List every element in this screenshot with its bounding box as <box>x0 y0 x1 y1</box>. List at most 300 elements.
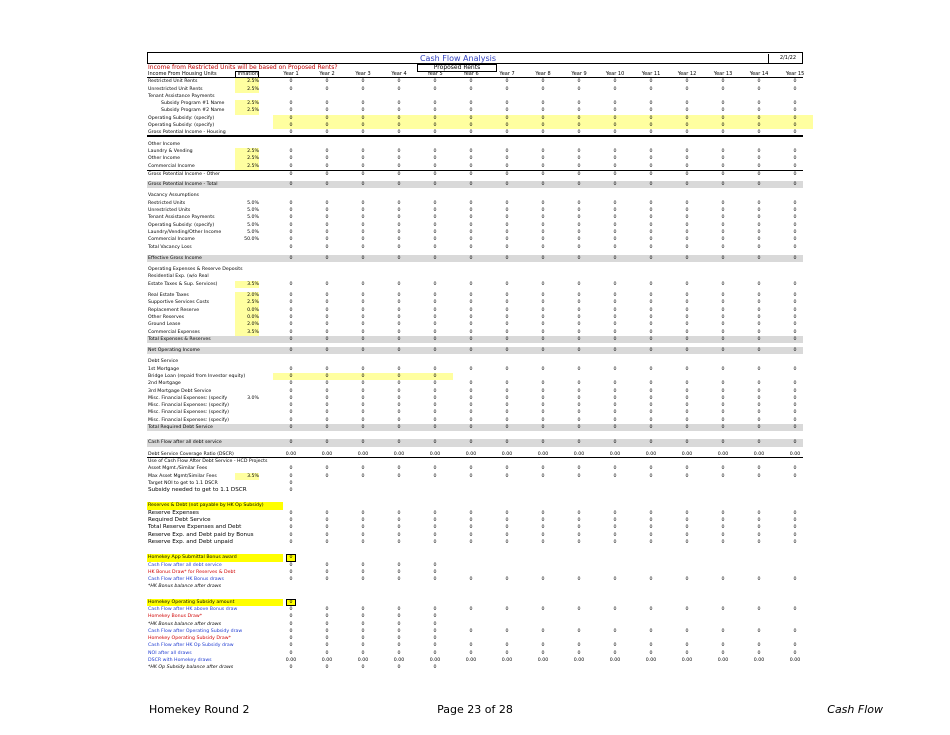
value-cell: 0 <box>361 255 365 261</box>
value-cell: 0 <box>289 215 293 221</box>
year-header: Year 8 <box>535 71 551 77</box>
value-cell: 0 <box>649 163 653 169</box>
table-row <box>147 606 803 613</box>
value-cell: 0 <box>793 395 797 401</box>
value-cell: 0.00 <box>537 658 549 664</box>
value-cell: 0 <box>685 532 689 538</box>
value-cell: 0 <box>613 388 617 394</box>
value-cell: 0 <box>433 182 437 188</box>
value-cell: 0 <box>613 607 617 612</box>
value-cell: 0 <box>417 122 453 129</box>
value-cell: 0 <box>505 314 509 320</box>
value-cell: 0 <box>469 539 473 545</box>
value-cell: 0 <box>289 314 293 320</box>
value-cell: 0 <box>361 182 365 188</box>
row-label: Laundry & Vending <box>148 148 193 154</box>
value-cell: 0 <box>685 314 689 320</box>
inflation-rate: 2.5% <box>235 163 259 170</box>
value-cell: 0 <box>361 86 365 92</box>
value-cell: 0 <box>325 200 329 206</box>
value-cell: 0 <box>505 628 509 634</box>
value-cell: 0 <box>649 539 653 545</box>
value-cell: 0 <box>469 300 473 306</box>
value-cell: 0 <box>361 130 365 136</box>
table-row <box>147 554 803 561</box>
value-cell: 0 <box>289 614 293 620</box>
value-cell: 0 <box>397 86 401 92</box>
value-cell: 0 <box>633 115 669 122</box>
table-row <box>147 307 803 314</box>
value-cell: 0 <box>649 156 653 162</box>
value-cell: 0 <box>613 336 617 342</box>
value-cell: 0 <box>361 381 365 387</box>
value-cell: 0 <box>793 628 797 634</box>
value-cell: 0 <box>793 222 797 228</box>
inflation-rate: 5.0% <box>247 200 259 206</box>
value-cell: 0.00 <box>501 658 513 664</box>
value-cell: 0 <box>361 293 365 299</box>
row-label: Commercial Expenses <box>148 329 200 335</box>
value-cell: 0 <box>577 473 581 479</box>
value-cell: 0 <box>433 466 437 472</box>
row-label: Subsidy Program #2 Name <box>161 108 225 114</box>
row-label: Total Vacancy Loss <box>148 244 192 250</box>
value-cell: 0 <box>433 510 437 516</box>
value-cell: 0 <box>757 208 761 214</box>
value-cell: 0 <box>721 417 725 423</box>
value-cell: 0 <box>361 525 365 531</box>
value-cell: 0 <box>505 171 509 177</box>
value-cell: 0.00 <box>357 451 369 457</box>
value-cell: 0 <box>505 300 509 306</box>
value-cell: 0 <box>505 208 509 214</box>
value-cell: 0 <box>613 381 617 387</box>
value-cell: 0.00 <box>789 451 801 457</box>
table-row <box>147 380 803 387</box>
row-label: Cash Flow after HK above Bonus draw <box>148 607 238 612</box>
inflation-rate: 2.5% <box>235 155 259 162</box>
value-cell: 0 <box>273 122 309 129</box>
value-cell: 0 <box>741 115 777 122</box>
table-row <box>147 141 803 148</box>
proposed-rents-select[interactable]: Proposed Rents <box>417 64 497 72</box>
value-cell: 0 <box>613 410 617 416</box>
value-cell: 0 <box>541 650 545 656</box>
value-cell: 0 <box>757 322 761 328</box>
value-cell: 0 <box>453 122 489 129</box>
value-cell: 0 <box>541 525 545 531</box>
value-cell: 0 <box>793 381 797 387</box>
value-cell: 0 <box>397 222 401 228</box>
value-cell: 0 <box>433 101 437 107</box>
value-cell: 0 <box>361 148 365 154</box>
value-cell: 0 <box>613 171 617 177</box>
value-cell: 0 <box>289 366 293 372</box>
table-row <box>147 155 803 162</box>
value-cell: 0 <box>433 562 437 568</box>
value-cell: 0 <box>793 322 797 328</box>
table-row <box>147 200 803 207</box>
row-label: Unrestricted Units <box>148 208 191 214</box>
value-cell: 0 <box>433 307 437 313</box>
table-row <box>147 424 803 431</box>
value-cell: 0 <box>469 322 473 328</box>
row-label: Other Reserves <box>148 314 185 320</box>
row-label: Bridge Loan (repaid from Investor equity) <box>148 373 246 379</box>
value-cell: 0 <box>397 229 401 235</box>
value-cell: 0 <box>361 388 365 394</box>
table-row <box>147 395 803 402</box>
value-cell: 0 <box>397 425 401 431</box>
table-row <box>147 480 803 487</box>
value-cell: 0 <box>325 577 329 583</box>
value-cell: 0 <box>541 222 545 228</box>
value-cell: 0 <box>649 171 653 177</box>
value-cell: 0 <box>361 395 365 401</box>
value-cell: 0 <box>613 473 617 479</box>
value-cell: 0 <box>505 222 509 228</box>
table-row <box>147 214 803 221</box>
table-row <box>147 192 803 199</box>
value-cell: 0.00 <box>573 451 585 457</box>
value-cell: 0 <box>757 130 761 136</box>
row-label: Operating Expenses & Reserve Deposits <box>148 267 243 273</box>
value-cell: 0 <box>397 614 401 620</box>
value-cell: 0 <box>757 108 761 114</box>
value-cell: 0 <box>505 255 509 261</box>
value-cell: 0 <box>793 215 797 221</box>
value-cell: 0 <box>613 237 617 243</box>
value-cell: 0 <box>649 130 653 136</box>
value-cell: 0 <box>613 643 617 649</box>
table-row <box>147 100 803 107</box>
value-cell: 0 <box>793 307 797 313</box>
value-cell: 0 <box>577 539 581 545</box>
inflation-rate: 3.5% <box>235 281 259 288</box>
value-cell: 0 <box>613 293 617 299</box>
value-cell: 0 <box>757 473 761 479</box>
year-header: Year 6 <box>463 71 479 77</box>
value-cell: 0.00 <box>465 451 477 457</box>
value-cell: 0 <box>685 473 689 479</box>
value-cell: 0 <box>685 403 689 409</box>
row-label: Ground Lease <box>148 322 181 328</box>
inflation-rate: 2.0% <box>235 292 259 299</box>
value-cell: 0 <box>577 281 581 287</box>
inflation-rate: 5.0% <box>247 215 259 221</box>
value-cell: 0 <box>685 366 689 372</box>
value-cell: 0 <box>289 79 293 85</box>
table-row <box>147 539 803 546</box>
value-cell: 0 <box>289 403 293 409</box>
value-cell: 0 <box>685 255 689 261</box>
inflation-rate: 2.5% <box>235 148 259 155</box>
value-cell: 0 <box>577 300 581 306</box>
table-row <box>147 281 803 288</box>
table-row <box>147 576 803 583</box>
row-label: Net Operating Income <box>148 348 200 354</box>
value-cell: 0 <box>505 322 509 328</box>
value-cell: 0 <box>721 473 725 479</box>
table-row <box>147 122 803 129</box>
value-cell: 0 <box>741 122 777 129</box>
row-label: Homekey App Submittal Bonus award <box>147 554 283 561</box>
value-cell: 0 <box>505 281 509 287</box>
table-row <box>147 321 803 328</box>
value-cell: 0 <box>685 539 689 545</box>
value-cell: 0 <box>433 607 437 612</box>
value-cell: 0 <box>649 200 653 206</box>
value-cell: 0 <box>613 466 617 472</box>
value-cell: 0 <box>757 255 761 261</box>
value-cell: 0 <box>685 628 689 634</box>
row-label: Homekey Bonus Draw* <box>148 614 203 620</box>
row-label: HK Bonus Draw* for Reserves & Debt <box>148 569 236 575</box>
value-cell: 0 <box>649 577 653 583</box>
value-cell: 0 <box>793 200 797 206</box>
value-cell: 0 <box>541 417 545 423</box>
value-cell: 0 <box>541 532 545 538</box>
value-cell: 0 <box>505 366 509 372</box>
value-cell: 0 <box>613 403 617 409</box>
row-label: Reserves & Debt (not payable by HK Op Subsidy) <box>147 502 283 509</box>
value-cell: 0 <box>286 599 296 606</box>
row-label: Cash Flow after Operating Subsidy draw <box>148 628 243 634</box>
value-cell: 0 <box>397 628 401 634</box>
row-label: Other Income <box>148 141 181 147</box>
value-cell: 0 <box>325 381 329 387</box>
table-row <box>147 329 803 336</box>
value-cell: 0 <box>757 532 761 538</box>
value-cell: 0 <box>793 208 797 214</box>
value-cell: 0.00 <box>717 658 729 664</box>
value-cell: 0 <box>325 208 329 214</box>
value-cell: 0 <box>613 130 617 136</box>
value-cell: 0 <box>397 466 401 472</box>
inflation-rate: 5.0% <box>247 208 259 214</box>
value-cell: 0 <box>361 440 365 446</box>
value-cell: 0 <box>757 307 761 313</box>
value-cell: 0 <box>685 108 689 114</box>
value-cell: 0 <box>613 215 617 221</box>
value-cell: 0 <box>505 510 509 516</box>
value-cell: 0 <box>489 122 525 129</box>
value-cell: 0 <box>685 395 689 401</box>
value-cell: 0 <box>721 244 725 250</box>
value-cell: 0 <box>325 510 329 516</box>
value-cell: 0 <box>469 388 473 394</box>
row-label: Cash Flow after all debt service <box>148 562 222 568</box>
value-cell: 0 <box>649 222 653 228</box>
value-cell: 0 <box>757 650 761 656</box>
value-cell: 0 <box>793 281 797 287</box>
value-cell: 0 <box>577 255 581 261</box>
value-cell: 0 <box>469 577 473 583</box>
value-cell: 0 <box>505 425 509 431</box>
value-cell: 0 <box>685 410 689 416</box>
value-cell: 0 <box>649 215 653 221</box>
value-cell: 0 <box>469 643 473 649</box>
value-cell: 0 <box>577 222 581 228</box>
value-cell: 0 <box>361 410 365 416</box>
row-label: Commercial Income <box>148 237 195 243</box>
value-cell: 0 <box>757 510 761 516</box>
value-cell: 0 <box>433 621 437 627</box>
value-cell: 0 <box>469 403 473 409</box>
value-cell: 0 <box>613 222 617 228</box>
value-cell: 0 <box>757 237 761 243</box>
value-cell: 0 <box>397 148 401 154</box>
value-cell: 0 <box>505 388 509 394</box>
value-cell: 0.00 <box>753 658 765 664</box>
inflation-rate: 5.0% <box>247 229 259 235</box>
value-cell: 0 <box>361 336 365 342</box>
value-cell: 0 <box>649 510 653 516</box>
value-cell: 0 <box>613 229 617 235</box>
value-cell: 0 <box>325 525 329 531</box>
value-cell: 0 <box>397 101 401 107</box>
value-cell: 0 <box>505 466 509 472</box>
value-cell: 0 <box>721 156 725 162</box>
value-cell: 0 <box>613 329 617 335</box>
value-cell: 0 <box>433 300 437 306</box>
value-cell: 0 <box>469 532 473 538</box>
value-cell: 0 <box>469 381 473 387</box>
value-cell: 0 <box>325 395 329 401</box>
row-label: DSCR with Homekey draws <box>148 658 212 664</box>
value-cell: 0 <box>325 410 329 416</box>
value-cell: 0 <box>325 532 329 538</box>
value-cell: 0 <box>649 101 653 107</box>
value-cell: 0 <box>433 208 437 214</box>
value-cell: 0 <box>685 208 689 214</box>
value-cell: 0 <box>325 518 329 524</box>
value-cell: 0 <box>325 388 329 394</box>
table-row <box>147 439 803 446</box>
value-cell: 0 <box>685 163 689 169</box>
value-cell: 0 <box>289 182 293 188</box>
value-cell: 0 <box>685 222 689 228</box>
table-row <box>147 107 803 114</box>
table-row <box>147 222 803 229</box>
row-label: Reserve Expenses <box>148 509 199 516</box>
value-cell: 0 <box>289 577 293 583</box>
row-label: *HK Op Subsidy balance after draws <box>148 665 234 671</box>
row-label: Gross Potential Income - Housing <box>148 130 226 136</box>
value-cell: 0 <box>361 577 365 583</box>
value-cell: 0 <box>325 79 329 85</box>
value-cell: 0 <box>397 381 401 387</box>
row-label: Homekey Operating Subsidy Draw* <box>148 636 231 642</box>
value-cell: 0 <box>685 466 689 472</box>
value-cell: 0 <box>793 156 797 162</box>
value-cell: 0.00 <box>753 451 765 457</box>
value-cell: 0 <box>721 388 725 394</box>
value-cell: 0 <box>649 300 653 306</box>
value-cell: 0 <box>721 525 725 531</box>
value-cell: 0 <box>721 171 725 177</box>
value-cell: 0 <box>757 101 761 107</box>
value-cell: 0 <box>757 300 761 306</box>
value-cell: 0 <box>325 336 329 342</box>
year-header: Year 4 <box>391 71 407 77</box>
value-cell: 0 <box>649 518 653 524</box>
inflation-rate: 2.5% <box>235 100 259 107</box>
row-label: Effective Gross Income <box>148 255 202 261</box>
value-cell: 0 <box>469 163 473 169</box>
value-cell: 0 <box>541 440 545 446</box>
value-cell: 0 <box>325 222 329 228</box>
value-cell: 0 <box>757 182 761 188</box>
value-cell: 0 <box>361 208 365 214</box>
year-header: Year 3 <box>355 71 371 77</box>
value-cell: 0 <box>469 607 473 612</box>
value-cell: 0 <box>433 293 437 299</box>
value-cell: 0 <box>289 410 293 416</box>
value-cell: 0 <box>649 366 653 372</box>
row-label: Use of Cash Flow After Debt Service - HCD Projects <box>148 458 268 464</box>
value-cell: 0 <box>289 525 293 531</box>
value-cell: 0 <box>613 307 617 313</box>
value-cell: 0 <box>325 171 329 177</box>
value-cell: 0 <box>577 381 581 387</box>
value-cell: 0 <box>685 101 689 107</box>
value-cell: 0 <box>541 237 545 243</box>
value-cell: 0 <box>561 115 597 122</box>
value-cell: 0 <box>649 281 653 287</box>
value-cell: 0 <box>649 148 653 154</box>
value-cell: 0 <box>793 86 797 92</box>
value-cell: 0 <box>685 607 689 612</box>
value-cell: 0 <box>505 215 509 221</box>
value-cell: 0 <box>469 473 473 479</box>
value-cell: 0 <box>505 200 509 206</box>
value-cell: 0 <box>361 650 365 656</box>
value-cell: 0 <box>469 182 473 188</box>
table-row <box>147 78 803 85</box>
value-cell: 0 <box>793 148 797 154</box>
value-cell: 0 <box>793 336 797 342</box>
value-cell: 0 <box>613 322 617 328</box>
row-label: 1st Mortgage <box>148 366 180 372</box>
value-cell: 0 <box>577 237 581 243</box>
value-cell: 0 <box>757 86 761 92</box>
value-cell: 0 <box>577 293 581 299</box>
table-row <box>147 502 803 509</box>
cash-flow-sheet <box>147 52 803 688</box>
value-cell: 0 <box>325 614 329 620</box>
value-cell: 0.00 <box>285 451 297 457</box>
value-cell: 0 <box>613 244 617 250</box>
value-cell: 0 <box>577 417 581 423</box>
row-label: *HK Bonus balance after draws <box>148 584 222 590</box>
value-cell: 0 <box>325 665 329 671</box>
sheet-date: 2/1/22 <box>768 54 798 64</box>
value-cell: 0 <box>325 293 329 299</box>
row-label: Subsidy Program #1 Name <box>161 101 225 107</box>
value-cell: 0 <box>541 425 545 431</box>
value-cell: 0 <box>685 643 689 649</box>
value-cell: 0 <box>433 79 437 85</box>
value-cell: 0 <box>541 510 545 516</box>
value-cell: 0 <box>289 621 293 627</box>
row-label: Reserve Exp. and Debt paid by Bonus <box>148 531 254 538</box>
value-cell: 0 <box>757 607 761 612</box>
value-cell: 0 <box>577 322 581 328</box>
value-cell: 0 <box>541 539 545 545</box>
value-cell: 0 <box>793 510 797 516</box>
value-cell: 0 <box>793 650 797 656</box>
